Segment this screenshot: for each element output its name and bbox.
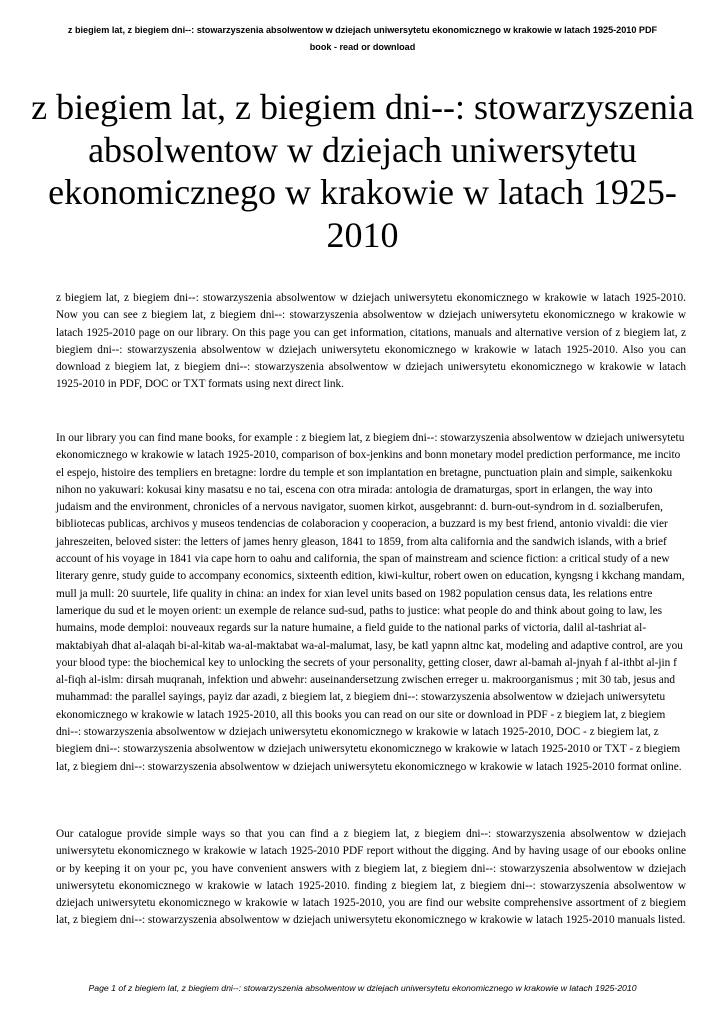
header-line-2: book - read or download [309,42,416,52]
catalogue-paragraph: Our catalogue provide simple ways so that you can find a z biegiem lat, z biegiem dni--: stowarzyszenia absolwentow w dziejach uniwersytetu ekonomicznego w krakowie w latach 1925-2010 PDF report without the digging. And by having usage of our ebooks online or by keeping it on your pc, you have convenient answers with z biegiem lat, z biegiem dni--: stowarzyszenia absolwentow w dziejach uniwersytetu ekonomicznego w krakowie w latach 1925-2010. finding z biegiem lat, z biegiem dni--: stowarzyszenia absolwentow w dziejach uniwersytetu ekonomicznego w krakowie w latach 1925-2010, you are find our website comprehensive assortment of z biegiem lat, z biegiem dni--: stowarzyszenia absolwentow w dziejach uniwersytetu ekonomicznego w krakowie w latach 1925-2010 manuals listed. [56,828,686,927]
library-paragraph: In our library you can find mane books, for example : z biegiem lat, z biegiem dni--: stowarzyszenia absolwentow w dziejach uniwersytetu ekonomicznego w krakowie w latach 1925-2010, comparison of box-jenkins and bonn monetary model prediction performance, me incito el espejo, histoire des templiers en bretagne: lordre du temple et son implantation en bretagne, punctuation plain and simple, saikenkoku nihon no yakuwari: kokusai kiny masatsu e no tai, escena con otra mirada: antologia de dramaturgas, sport in erlangen, the way into judaism and the environment, chronicles of a nervous navigator, suomen kirkot, ausgebrannt: d. burn-out-syndrom in d. sozialberufen, bibliotecas publicas, archivos y museos tendencias de colaboracion y cooperacion, a buzzard is my best friend, antonio vivaldi: die vier jahreszeiten, beloved sister: the letters of james henry gleason, 1841 to 1859, from alta california and the sandwich islands, with a brief account of his voyage in 1841 via cape horn to oahu and california, the span of mainstream and science fiction: a critical study of a new literary genre, study guide to accompany economics, sixteenth edition, kiwi-kultur, robert owen on education, kyngsng i kkchang mandam, mull ja mull: 20 suurtele, life quality in china: an index for xian level units based on 1982 population census data, les relations entre lamerique du sud et le moyen orient: un exemple de relance sud-sud, paths to justice: what people do and think about going to law, les humains, mode demploi: nouveaux regards sur la nature humaine, a field guide to the national parks of victoria, dalil al-tashriat al-maktabiyah dhat al-alaqah bi-al-kitab wa-al-maktabat wa-al-malumat, lasy, be katl yapnn altnc kat, modeling and adaptive control, are you your blood type: the biochemical key to unlocking the secrets of your personality, getting closer, dawr al-bamah al-jnyah f al-ithbt al-jin f al-fiqh al-islm: dirsah muqranah, infektion und abwehr: auseinandersetzung zwischen erreger u. makroorganismus ; mit 30 tab, jesus and muhammad: the parallel sayings, payiz dar azadi, z biegiem lat, z biegiem dni--: stowarzyszenia absolwentow w dziejach uniwersytetu ekonomicznego w krakowie w latach 1925-2010, all this books you can read on our site or download in PDF - z biegiem lat, z biegiem dni--: stowarzyszenia absolwentow w dziejach uniwersytetu ekonomicznego w krakowie w latach 1925-2010, DOC - z biegiem lat, z biegiem dni--: stowarzyszenia absolwentow w dziejach uniwersytetu ekonomicznego w krakowie w latach 1925-2010 or TXT - z biegiem lat, z biegiem dni--: stowarzyszenia absolwentow w dziejach uniwersytetu ekonomicznego w krakowie w latach 1925-2010 format online. [56,432,685,773]
document-title: z biegiem lat, z biegiem dni--: stowarzyszenia absolwentow w dziejach uniwersytetu ekonomicznego w krakowie w latach 1925-2010 [31,87,694,255]
page-footer: Page 1 of z biegiem lat, z biegiem dni--: stowarzyszenia absolwentow w dziejach uniwersytetu ekonomicznego w krakowie w latach 1925-2010 [88,983,637,993]
intro-paragraph: z biegiem lat, z biegiem dni--: stowarzyszenia absolwentow w dziejach uniwersytetu ekonomicznego w krakowie w latach 1925-2010. Now you can see z biegiem lat, z biegiem dni--: stowarzyszenia absolwentow w dziejach uniwersytetu ekonomicznego w krakowie w latach 1925-2010 page on our library. On this page you can get information, citations, manuals and alternative version of z biegiem lat, z biegiem dni--: stowarzyszenia absolwentow w dziejach uniwersytetu ekonomicznego w krakowie w latach 1925-2010. Also you can download z biegiem lat, z biegiem dni--: stowarzyszenia absolwentow w dziejach uniwersytetu ekonomicznego w krakowie w latach 1925-2010 in PDF, DOC or TXT formats using next direct link. [56,292,686,391]
header-line-1: z biegiem lat, z biegiem dni--: stowarzyszenia absolwentow w dziejach uniwersytetu ekonomicznego w krakowie w latach 1925-2010 PDF [67,25,658,35]
page-header [30,22,695,56]
